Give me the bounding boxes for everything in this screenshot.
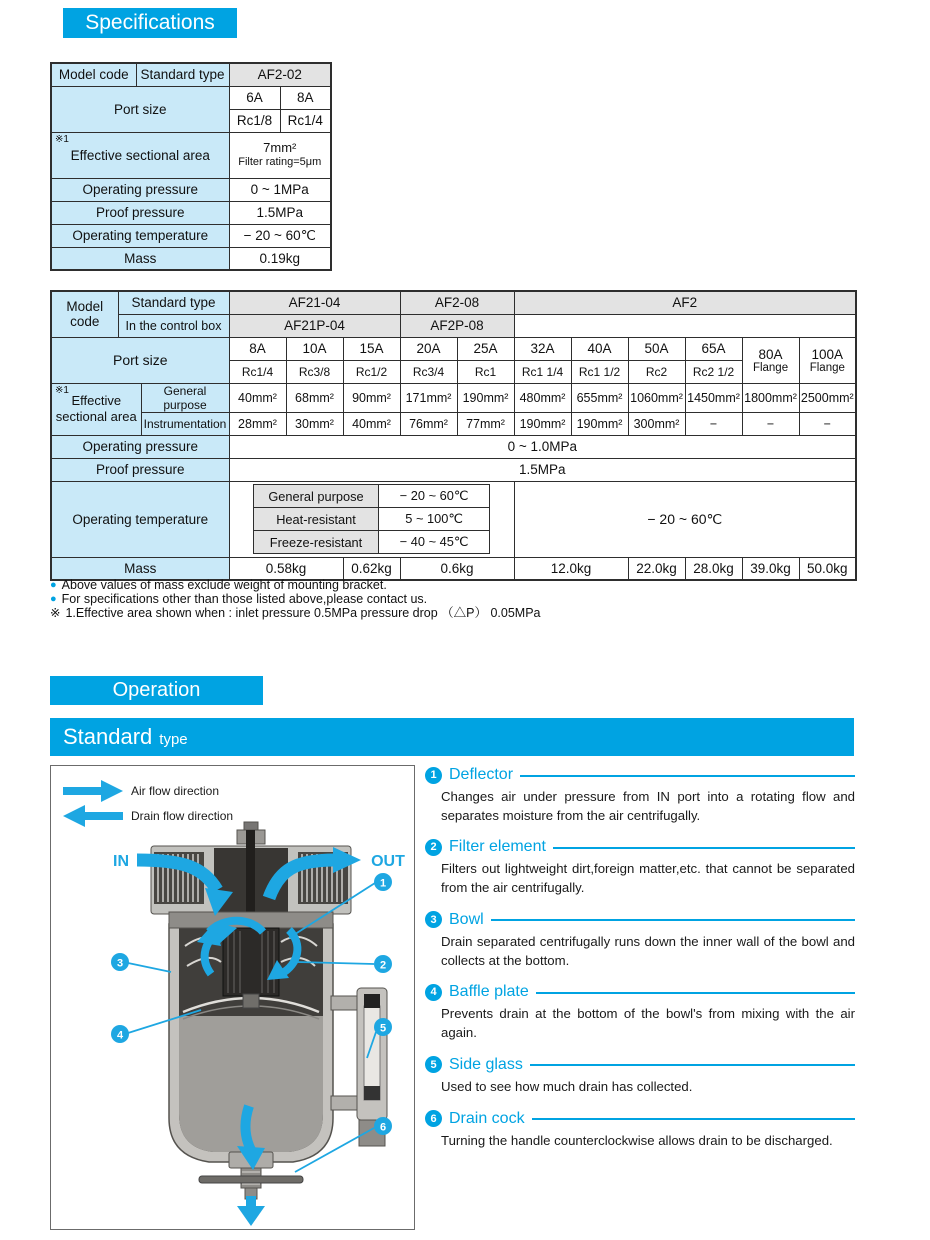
operating-pressure-value: 0 ~ 1.0MPa: [229, 435, 856, 458]
specifications-title: Specifications: [85, 11, 215, 34]
port-thread-value: Rc2 1/2: [685, 360, 742, 383]
discharge-arrowhead: [237, 1206, 265, 1226]
port-thread-value: Rc1/8: [229, 109, 280, 132]
collected-drain: [179, 1016, 323, 1152]
model-value: AF2-08: [400, 291, 514, 314]
proof-pressure-value: 1.5MPa: [229, 201, 331, 224]
sight-glass-cap: [364, 1086, 380, 1100]
proof-pressure-value: 1.5MPa: [229, 458, 856, 481]
sight-glass-cap: [364, 994, 380, 1008]
effective-area-value: 40mm²: [229, 383, 286, 412]
port-thread-value: Rc2: [628, 360, 685, 383]
temp-variant-name: Heat-resistant: [254, 508, 379, 531]
mass-label: Mass: [51, 557, 229, 580]
temp-variant-range: − 40 ~ 45℃: [379, 531, 490, 554]
out-label: OUT: [371, 853, 405, 870]
footnote-line: [50, 592, 862, 606]
operation-descriptions: [425, 766, 855, 1150]
control-box-label: In the control box: [118, 314, 229, 337]
model-value: AF2-02: [229, 63, 331, 86]
port-thread-value: Rc1/2: [343, 360, 400, 383]
svg-text:1: 1: [379, 877, 387, 890]
effective-area-value: 30mm²: [286, 412, 343, 435]
temperature-variant-table: [253, 484, 490, 554]
mass-value: 0.19kg: [229, 247, 331, 270]
operation-item-baffle-plate: [425, 983, 855, 1042]
drain-handle: [199, 1176, 303, 1183]
port-thread-value: Rc3/8: [286, 360, 343, 383]
operating-pressure-value: 0 ~ 1MPa: [229, 178, 331, 201]
standard-type-label: Standard type: [136, 63, 229, 86]
operation-item-drain-cock: [425, 1110, 855, 1151]
port-size-label: Port size: [51, 86, 229, 132]
operation-item-description: Changes air under pressure from IN port into a rotating flow and separates moisture from the air centrifugally.: [441, 789, 855, 823]
effective-area-value: 655mm²: [571, 383, 628, 412]
mass-value: 22.0kg: [628, 557, 685, 580]
model-value: AF21P-04: [229, 314, 400, 337]
effective-area-value: 76mm²: [400, 412, 457, 435]
baffle-hub: [243, 994, 259, 1008]
operation-item-title: Filter element: [449, 838, 546, 856]
right-arrow-icon: [63, 780, 123, 802]
operation-item-description: Filters out lightweight dirt,foreign matter,etc. that cannot be separated from the air centrifugally.: [441, 861, 855, 896]
port-size-value: 8A: [280, 86, 331, 109]
port-thread-value: Rc1 1/4: [514, 360, 571, 383]
port-size-value: 65A: [685, 337, 742, 360]
model-code-label: Model code: [51, 63, 136, 86]
operation-item-title: Baffle plate: [449, 983, 529, 1001]
spec-table-af2-series: [50, 290, 857, 581]
footnote-text: 1.Effective area shown when : inlet pressure 0.5MPa pressure drop （△P） 0.05MPa: [65, 606, 541, 620]
proof-pressure-label: Proof pressure: [51, 458, 229, 481]
port-size-value: 50A: [628, 337, 685, 360]
title-rule: [553, 847, 855, 849]
callout-number-badge: 4: [425, 984, 442, 1001]
mass-value: 28.0kg: [685, 557, 742, 580]
legend-air-label: Air flow direction: [131, 784, 220, 798]
left-arrow-icon: [63, 805, 123, 827]
callout-number-badge: 6: [425, 1110, 442, 1127]
port-size-value: 6A: [229, 86, 280, 109]
port-size-value: 15A: [343, 337, 400, 360]
effective-area-value: 480mm²: [514, 383, 571, 412]
proof-pressure-label: Proof pressure: [51, 201, 229, 224]
port-size-flange: 100A Flange: [799, 337, 856, 383]
filter-cutaway-illustration: [51, 766, 414, 1229]
operation-item-title: Bowl: [449, 910, 484, 928]
operation-item-title: Deflector: [449, 766, 514, 783]
filter-element: [223, 928, 279, 996]
effective-area-value: 300mm²: [628, 412, 685, 435]
model-value: AF2P-08: [400, 314, 514, 337]
legend-drain-label: Drain flow direction: [131, 809, 234, 823]
port-thread-value: Rc1: [457, 360, 514, 383]
mass-label: Mass: [51, 247, 229, 270]
temp-variant-name: Freeze-resistant: [254, 531, 379, 554]
mass-value: 50.0kg: [799, 557, 856, 580]
operating-pressure-label: Operating pressure: [51, 435, 229, 458]
mass-value: 12.0kg: [514, 557, 628, 580]
effective-area-value: 77mm²: [457, 412, 514, 435]
port-size-flange: 80A Flange: [742, 337, 799, 383]
operation-item-description: Used to see how much drain has collected.: [441, 1078, 693, 1094]
reference-mark-icon: ※: [50, 606, 61, 620]
operation-item-description: Turning the handle counterclockwise allows drain to be discharged.: [441, 1132, 833, 1148]
temp-variant-range: − 20 ~ 60℃: [379, 485, 490, 508]
operating-temperature-variants: [229, 481, 514, 557]
mass-value: 39.0kg: [742, 557, 799, 580]
effective-area-value: 190mm²: [514, 412, 571, 435]
title-rule: [491, 919, 855, 921]
mass-value: 0.62kg: [343, 557, 400, 580]
callout-number-badge: 3: [425, 911, 442, 928]
mass-value: 0.6kg: [400, 557, 514, 580]
bullet-icon: ●: [50, 593, 57, 605]
operation-item-title: Drain cock: [449, 1109, 525, 1127]
operation-item-title: Side glass: [449, 1055, 523, 1073]
footnote-text: For specifications other than those listed above,please contact us.: [61, 592, 428, 606]
port-thread-value: Rc1 1/2: [571, 360, 628, 383]
footnote-line: [50, 606, 862, 620]
operating-temperature-label: Operating temperature: [51, 481, 229, 557]
effective-area-value: 90mm²: [343, 383, 400, 412]
operating-pressure-label: Operating pressure: [51, 178, 229, 201]
instrumentation-label: Instrumentation: [141, 412, 229, 435]
port-size-value: 8A: [229, 337, 286, 360]
effective-area-value: 28mm²: [229, 412, 286, 435]
effective-area-value: 7mm² Filter rating=5μm: [229, 132, 331, 178]
effective-area-value: 40mm²: [343, 412, 400, 435]
operation-item-description: Prevents drain at the bottom of the bowl's from mixing with the air again.: [441, 1006, 855, 1041]
port-size-value: 20A: [400, 337, 457, 360]
operation-item-bowl: [425, 911, 855, 970]
port-size-value: 10A: [286, 337, 343, 360]
effective-area-label: ※1 Effective sectional area: [51, 383, 141, 435]
temp-variant-range: 5 ~ 100℃: [379, 508, 490, 531]
operation-item-deflector: [425, 766, 855, 825]
legend-air-flow: [63, 780, 219, 802]
effective-area-value: 171mm²: [400, 383, 457, 412]
footnotes: [50, 578, 862, 620]
mass-value: 0.58kg: [229, 557, 343, 580]
effective-area-value: 68mm²: [286, 383, 343, 412]
bullet-icon: ●: [50, 579, 57, 591]
in-label: IN: [113, 853, 129, 870]
callout-number-badge: 2: [425, 839, 442, 856]
title-rule: [536, 992, 855, 994]
specifications-section-header: [63, 8, 237, 38]
svg-text:2: 2: [379, 959, 387, 972]
port-size-value: 32A: [514, 337, 571, 360]
effective-area-value: −: [685, 412, 742, 435]
temp-variant-name: General purpose: [254, 485, 379, 508]
port-thread-value: Rc3/4: [400, 360, 457, 383]
effective-area-value: 2500mm²: [799, 383, 856, 412]
operating-temperature-label: Operating temperature: [51, 224, 229, 247]
effective-area-value: 190mm²: [571, 412, 628, 435]
standard-type-title: Standard: [63, 724, 153, 749]
legend-drain-flow: [63, 805, 233, 827]
port-thread-value: Rc1/4: [280, 109, 331, 132]
operation-item-filter-element: [425, 838, 855, 897]
operation-item-side-glass: [425, 1056, 855, 1097]
port-size-label: Port size: [51, 337, 229, 383]
callout-number-badge: 1: [425, 767, 442, 784]
svg-text:4: 4: [116, 1029, 124, 1042]
effective-area-value: 1800mm²: [742, 383, 799, 412]
spec-table-af2-02: [50, 62, 332, 271]
svg-text:3: 3: [116, 957, 124, 970]
footnote-text: Above values of mass exclude weight of mounting bracket.: [61, 578, 387, 592]
footnote-marker: ※1: [55, 133, 69, 145]
title-rule: [530, 1064, 855, 1066]
operation-title: Operation: [112, 679, 201, 701]
filter-cutaway-diagram: [50, 765, 415, 1230]
svg-text:6: 6: [379, 1121, 387, 1134]
model-value: AF21-04: [229, 291, 400, 314]
empty-cell: [514, 314, 856, 337]
effective-area-label: ※1 Effective sectional area: [51, 132, 229, 178]
effective-area-value: −: [742, 412, 799, 435]
operation-item-description: Drain separated centrifugally runs down the inner wall of the bowl and collects at the bottom.: [441, 933, 855, 968]
port-size-value: 25A: [457, 337, 514, 360]
callout-number-badge: 5: [425, 1056, 442, 1073]
port-size-value: 40A: [571, 337, 628, 360]
svg-text:5: 5: [379, 1022, 387, 1035]
drain-flow-arrow: [245, 1106, 251, 1150]
standard-type-header: [50, 718, 854, 756]
title-rule: [532, 1118, 855, 1120]
operation-section-header: [50, 676, 263, 705]
model-value: AF2: [514, 291, 856, 314]
footnote-marker: ※1: [55, 384, 69, 396]
general-purpose-label: General purpose: [141, 383, 229, 412]
standard-type-subtitle: type: [159, 731, 188, 748]
effective-area-value: 1060mm²: [628, 383, 685, 412]
standard-type-label: Standard type: [118, 291, 229, 314]
operating-temperature-value: − 20 ~ 60℃: [514, 481, 856, 557]
operating-temperature-value: − 20 ~ 60℃: [229, 224, 331, 247]
title-rule: [520, 775, 855, 777]
effective-area-value: 1450mm²: [685, 383, 742, 412]
model-code-label: Model code: [51, 291, 118, 337]
footnote-line: [50, 578, 862, 592]
effective-area-value: −: [799, 412, 856, 435]
filter-rating: Filter rating=5μm: [238, 156, 322, 169]
port-thread-value: Rc1/4: [229, 360, 286, 383]
effective-area-value: 190mm²: [457, 383, 514, 412]
